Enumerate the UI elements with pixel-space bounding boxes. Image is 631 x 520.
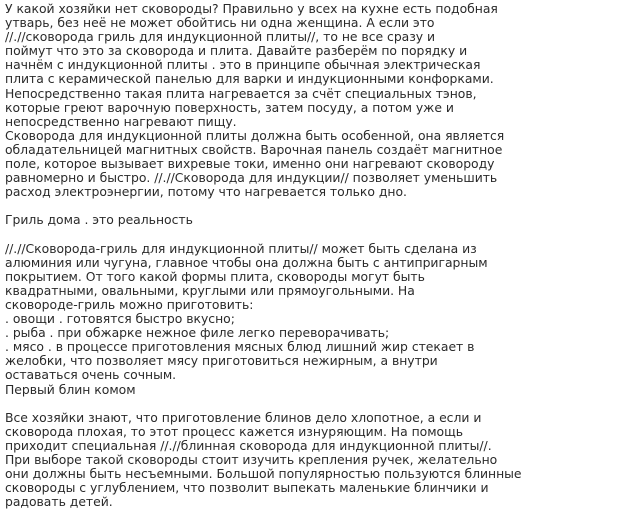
- text-line: радовать детей.: [5, 494, 113, 510]
- paragraph-gap: [5, 228, 631, 242]
- paragraph-pancake-pan: [5, 411, 631, 510]
- text-line: //.//сковорода гриль для индукционной плиты//, то не все сразу и: [5, 29, 436, 45]
- text-line: утварь, без неё не может обойтись ни одна женщина. А если это: [5, 15, 435, 31]
- paragraph-grill-pan: [5, 242, 631, 397]
- text-line: Гриль дома . это реальность: [5, 212, 193, 228]
- text-line: покрытием. От того какой формы плита, сковороды могут быть: [5, 268, 425, 284]
- text-line: //.//Сковорода-гриль для индукционной плиты// может быть сделана из: [5, 240, 477, 256]
- text-line: При выборе такой сковороды стоит изучить крепления ручек, желательно: [5, 452, 498, 467]
- text-line: которые греют варочную поверхность, затем посуду, а потом уже и: [5, 99, 454, 115]
- text-line: желобки, что позволяет мясу приготовиться нежирным, а внутри: [5, 353, 438, 369]
- text-line: сковорода плохая, то этот процесс кажется изнуряющим. На помощь: [5, 423, 464, 439]
- text-line: Все хозяйки знают, что приготовление блинов дело хлопотное, а если и: [5, 409, 482, 425]
- text-line: сковороде-гриль можно приготовить:: [5, 296, 254, 312]
- paragraph-gap: [5, 397, 631, 411]
- text-line: плита с керамической панелью для варки и индукционными конфорками.: [5, 71, 494, 87]
- text-line: поймут что это за сковорода и плита. Давайте разберём по порядку и: [5, 43, 468, 59]
- text-line: квадратными, овальными, круглыми или прямоугольными. На: [5, 282, 415, 298]
- text-line: поле, которое вызывает вихревые токи, именно они нагревают сковороду: [5, 156, 495, 172]
- text-line: У какой хозяйки нет сковороды? Правильно у всех на кухне есть подобная: [5, 1, 498, 16]
- text-line: приходит специальная //.//блинная сковорода для индукционной плиты//.: [5, 437, 492, 453]
- paragraph-induction-intro: [5, 2, 631, 199]
- text-line: расход электроэнергии, потому что нагревается только дно.: [5, 184, 407, 200]
- text-line: алюминия или чугуна, главное чтобы она должна быть с антипригарным: [5, 254, 488, 270]
- text-line: сковороды с углублением, что позволит выпекать маленькие блинчики и: [5, 480, 489, 496]
- text-line: обладательницей магнитных свойств. Варочная панель создаёт магнитное: [5, 141, 503, 157]
- text-line: оставаться очень сочным.: [5, 367, 177, 383]
- text-line: они должны быть несъемными. Большой популярностью пользуются блинные: [5, 466, 522, 482]
- list-item: . овощи . готовятся быстро вкусно;: [5, 311, 235, 327]
- list-item: . мясо . в процессе приготовления мясных блюд лишний жир стекает в: [5, 339, 475, 355]
- heading-first-pancake: Первый блин комом: [5, 381, 136, 397]
- text-line: начнём с индукционной плиты . это в принципе обычная электрическая: [5, 57, 481, 73]
- text-line: Непосредственно такая плита нагревается за счёт специальных тэнов,: [5, 85, 477, 101]
- list-item: . рыба . при обжарке нежное филе легко переворачивать;: [5, 325, 390, 341]
- paragraph-gap: [5, 199, 631, 213]
- text-line: равномерно и быстро. //.//Сковорода для индукции// позволяет уменьшить: [5, 170, 498, 186]
- heading-grill-home: [5, 213, 631, 227]
- text-line: Сковорода для индукционной плиты должна быть особенной, она является: [5, 127, 505, 143]
- text-line: непосредственно нагревают пищу.: [5, 113, 237, 129]
